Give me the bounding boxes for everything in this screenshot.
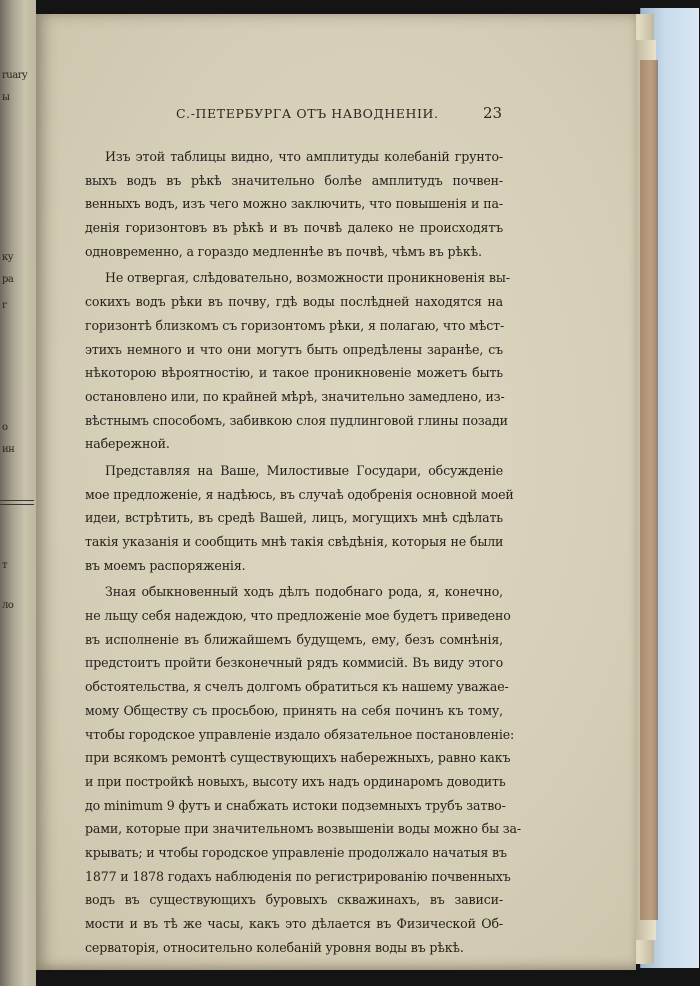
text-line: Изъ этой таблицы видно, что амплитуды колебаній грунто-: [105, 149, 503, 164]
text-line: серваторія, относительно колебаній уровня воды въ рѣкѣ.: [85, 939, 464, 955]
facing-page-fragment: ruary: [2, 70, 28, 81]
text-line: идеи, встрѣтить, въ средѣ Вашей, лицъ, могущихъ мнѣ сдѣлать: [85, 510, 503, 526]
text-line: при всякомъ ремонтѣ существующихъ набережныхъ, равно какъ: [85, 750, 511, 766]
facing-page-rule: [0, 500, 34, 501]
text-line: одновременно, а гораздо медленнѣе въ почвѣ, чѣмъ въ рѣкѣ.: [85, 243, 482, 259]
text-line: чтобы городское управленіе издало обязательное постановленіе:: [85, 726, 515, 742]
cover-shadow: [640, 60, 658, 920]
text-line: въ моемъ распоряженія.: [85, 557, 246, 573]
facing-page-fragment: r: [2, 300, 7, 311]
paragraph: [85, 459, 514, 577]
paragraph: [85, 266, 510, 456]
text-line: выхъ водъ въ рѣкѣ значительно болѣе амплитудъ почвен-: [85, 172, 503, 188]
text-line: набережной.: [85, 436, 170, 452]
running-head: [36, 106, 636, 126]
text-line: горизонтѣ близкомъ съ горизонтомъ рѣки, я полагаю, что мѣст-: [85, 317, 505, 333]
text-line: мое предложеніе, я надѣюсь, въ случаѣ одобренія основной моей: [85, 486, 514, 502]
facing-page-rule: [0, 504, 34, 505]
text-line: водъ въ существующихъ буровыхъ скважинахъ, въ зависи-: [85, 892, 503, 908]
page-number: 23: [483, 104, 503, 122]
text-line: и при постройкѣ новыхъ, высоту ихъ надъ ординаромъ доводить: [85, 773, 506, 789]
text-line: Зная обыкновенный ходъ дѣлъ подобнаго рода, я, конечно,: [105, 584, 503, 600]
text-line: этихъ немного и что они могутъ быть опредѣлены заранѣе, съ: [85, 341, 503, 357]
paragraph: [85, 580, 521, 959]
text-line: въ исполненіе въ ближайшемъ будущемъ, ему, безъ сомнѣнія,: [85, 631, 503, 647]
text-line: обстоятельства, я счелъ долгомъ обратиться къ нашему уважае-: [85, 679, 509, 695]
text-line: венныхъ водъ, изъ чего можно заключить, что повышенія и па-: [85, 196, 503, 212]
facing-page-fragment: о: [2, 422, 8, 433]
text-line: вѣстнымъ способомъ, забивкою слоя пудлинговой глины позади: [85, 412, 508, 428]
text-line: денія горизонтовъ въ рѣкѣ и въ почвѣ далеко не происходятъ: [85, 220, 503, 236]
text-line: до minimum 9 футъ и снабжать истоки подземныхъ трубъ затво-: [85, 797, 506, 813]
text-line: сокихъ водъ рѣки въ почву, гдѣ воды послѣдней находятся на: [85, 294, 503, 310]
facing-page-fragment: ку: [2, 252, 14, 263]
text-line: 1877 и 1878 годахъ наблюденія по регистрированію почвенныхъ: [85, 868, 511, 884]
text-line: Не отвергая, слѣдовательно, возможности проникновенія вы-: [105, 270, 510, 286]
text-line: предстоитъ пройти безконечный рядъ коммисій. Въ виду этого: [85, 655, 503, 671]
paragraph: [85, 145, 503, 263]
text-line: рами, которые при значительномъ возвышеніи воды можно бы за-: [85, 821, 521, 837]
running-title: С.-ПЕТЕРБУРГА ОТЪ НАВОДНЕНІИ.: [176, 106, 439, 121]
facing-page-edge: [0, 0, 36, 986]
text-line: не льщу себя надеждою, что предложеніе мое будетъ приведено: [85, 608, 511, 624]
text-line: такія указанія и сообщить мнѣ такія свѣдѣнія, которыя не были: [85, 534, 504, 549]
text-line: остановлено или, по крайней мѣрѣ, значительно замедлено, из-: [85, 388, 505, 404]
text-line: мости и въ тѣ же часы, какъ это дѣлается въ Физической Об-: [85, 916, 503, 931]
facing-page-fragment: ра: [2, 274, 14, 285]
facing-page-fragment: т: [2, 560, 8, 571]
text-line: мому Обществу съ просьбою, принять на себя починъ къ тому,: [85, 702, 503, 718]
facing-page-fragment: ин: [2, 444, 15, 455]
text-line: Представляя на Ваше, Милостивые Государи, обсужденіе: [105, 462, 503, 478]
book-page: [36, 14, 636, 970]
facing-page-fragment: ы: [2, 92, 10, 103]
text-line: крывать; и чтобы городское управленіе продолжало начатыя въ: [85, 844, 507, 860]
body-text: [85, 145, 521, 959]
facing-page-fragment: ло: [2, 600, 14, 611]
text-line: нѣкоторою вѣроятностію, и такое проникновеніе можетъ быть: [85, 365, 503, 381]
